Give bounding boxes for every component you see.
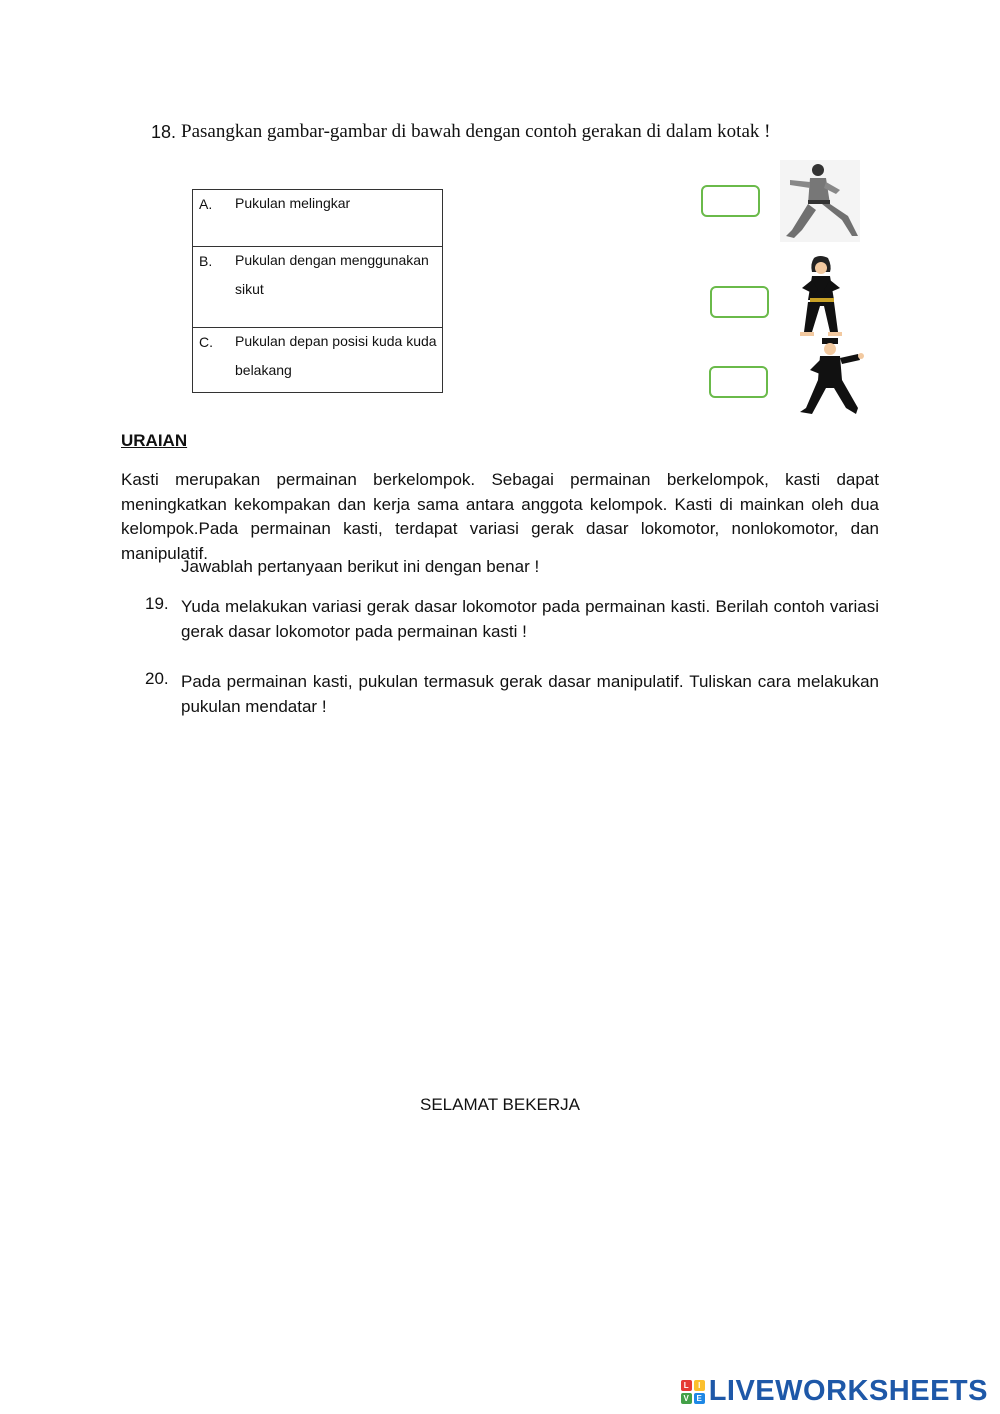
logo-letter: L [681,1380,692,1391]
logo-letter: I [694,1380,705,1391]
options-table [192,189,443,393]
answer-box-2[interactable] [710,286,769,318]
question-18-prompt: Pasangkan gambar-gambar di bawah dengan contoh gerakan di dalam kotak ! [181,121,771,142]
answer-box-1[interactable] [701,185,760,217]
question-19-number: 19. [145,594,169,613]
pencak-silat-elbow-figure [790,254,852,338]
instruction-text: Jawablah pertanyaan berikut ini dengan benar ! [181,557,540,576]
pencak-silat-stance-figure [780,160,860,242]
answer-box-3[interactable] [709,366,768,398]
logo-letter: E [694,1393,705,1404]
logo-letter: V [681,1393,692,1404]
question-20-text: Pada permainan kasti, pukulan termasuk gerak dasar manipulatif. Tuliskan cara melakukan pukulan mendatar ! [181,672,879,716]
question-20-number: 20. [145,669,169,688]
option-text: Pukulan melingkar [235,190,443,247]
option-row-b [193,247,443,328]
option-text: Pukulan depan posisi kuda kuda belakang [235,328,443,393]
option-letter: C. [193,328,236,393]
uraian-paragraph: Kasti merupakan permainan berkelompok. Sebagai permainan berkelompok, kasti dapat meningkatkan kekompakan dan kerja sama antara anggota kelompok. Kasti di mainkan oleh dua kelompok.Pada permainan kasti, terdapat variasi gerak dasar lokomotor, nonlokomotor, dan manipulatif. [121,470,879,563]
brand-name: LIVEWORKSHEETS [708,1375,988,1407]
question-19-text: Yuda melakukan variasi gerak dasar lokomotor pada permainan kasti. Berilah contoh variasi gerak dasar lokomotor pada permainan kasti ! [181,597,879,641]
closing-text: SELAMAT BEKERJA [420,1095,580,1114]
question-18-number: 18. [151,122,177,142]
option-row-a [193,190,443,247]
logo-grid-icon [681,1380,705,1404]
option-letter: A. [193,190,236,247]
option-text: Pukulan dengan menggunakan sikut [235,247,443,328]
pencak-silat-front-punch-figure [796,336,868,418]
liveworksheets-logo [681,1375,988,1408]
option-row-c [193,328,443,393]
section-heading-uraian: URAIAN [121,431,188,450]
option-letter: B. [193,247,236,328]
